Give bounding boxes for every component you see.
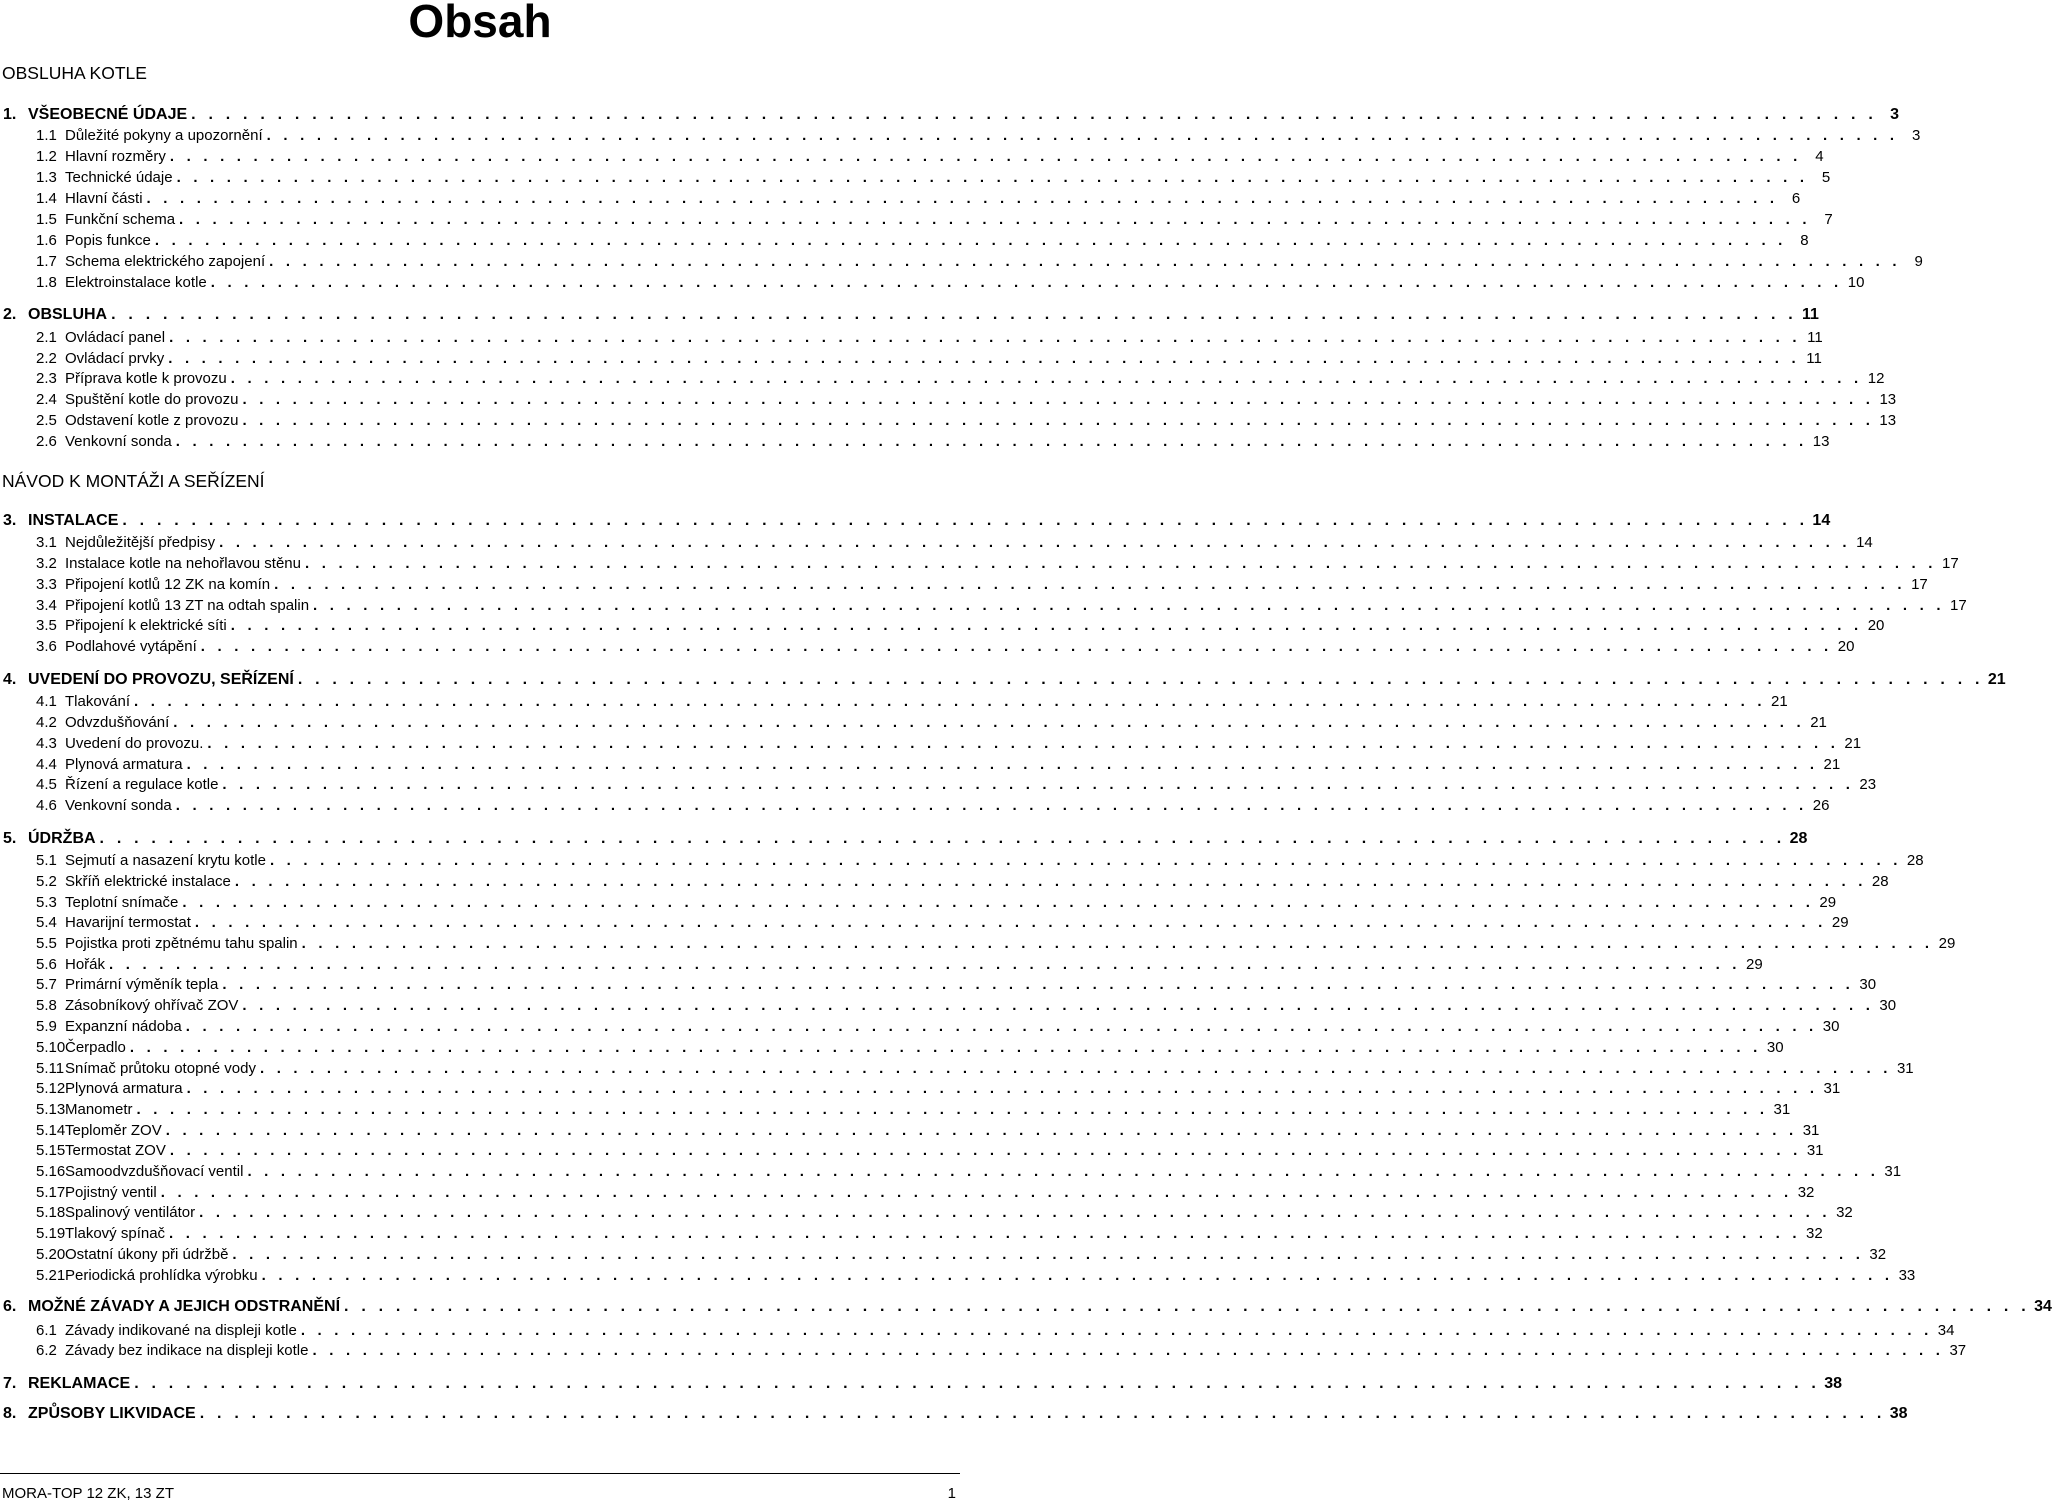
footer-divider xyxy=(0,1473,960,1474)
toc-leader-dots: . . . . . . . . . . . . . . . . . . . . . . . . . . . . . . . . . . . . . . . . . . . . . . . . . . . . . . . . . . . . . . . . . . . . . . . . . . . . . . . . . . . . . . . . . . . . . . . . . . xyxy=(194,914,1827,931)
toc-page-number: 3 xyxy=(1890,106,1899,123)
toc-section[interactable] xyxy=(0,1341,1967,1361)
toc-leader-dots: . . . . . . . . . . . . . . . . . . . . . . . . . . . . . . . . . . . . . . . . . . . . . . . . . . . . . . . . . . . . . . . . . . . . . . . . . . . . . . . . . . . . . . . . . . . . . . . . . . xyxy=(175,433,1808,450)
toc-section[interactable] xyxy=(0,1224,1823,1244)
toc-page-number: 28 xyxy=(1906,852,1924,869)
toc-leader-dots: . . . . . . . . . . . . . . . . . . . . . . . . . . . . . . . . . . . . . . . . . . . . . . . . . . . . . . . . . . . . . . . . . . . . . . . . . . . . . . . . . . . . . . . . . . . . . . . . . . xyxy=(160,1184,1793,1201)
toc-leader-dots: . . . . . . . . . . . . . . . . . . . . . . . . . . . . . . . . . . . . . . . . . . . . . . . . . . . . . . . . . . . . . . . . . . . . . . . . . . . . . . . . . . . . . . . . . . . . . . . . . . xyxy=(247,1163,1880,1180)
toc-leader-dots: . . . . . . . . . . . . . . . . . . . . . . . . . . . . . . . . . . . . . . . . . . . . . . . . . . . . . . . . . . . . . . . . . . . . . . . . . . . . . . . . . . . . . . . . . . . . . . . . . . xyxy=(176,169,1809,186)
toc-number: 7. xyxy=(3,1375,17,1392)
toc-chapter[interactable] xyxy=(0,104,1899,126)
toc-section[interactable] xyxy=(0,796,1830,816)
toc-label: MOŽNÉ ZÁVADY A JEJICH ODSTRANĚNÍ xyxy=(28,1298,341,1315)
toc-label: Havarijní termostat xyxy=(65,914,191,931)
toc-label: Tlakování xyxy=(65,693,131,710)
toc-label: Skříň elektrické instalace xyxy=(65,873,231,890)
toc-section[interactable] xyxy=(0,955,1763,975)
toc-label: Čerpadlo xyxy=(65,1039,126,1056)
toc-page-number: 31 xyxy=(1823,1080,1841,1097)
toc-section[interactable] xyxy=(0,893,1837,913)
toc-label: Připojení k elektrické síti xyxy=(65,617,227,634)
toc-number: 2.5 xyxy=(36,412,57,429)
toc-number: 1.2 xyxy=(36,148,57,165)
toc-number: 1.6 xyxy=(36,232,57,249)
toc-label: Závady indikované na displeji kotle xyxy=(65,1322,297,1339)
toc-leader-dots: . . . . . . . . . . . . . . . . . . . . . . . . . . . . . . . . . . . . . . . . . . . . . . . . . . . . . . . . . . . . . . . . . . . . . . . . . . . . . . . . . . . . . . . . . . . . . . . . . . xyxy=(200,638,1833,655)
toc-label: Elektroinstalace kotle xyxy=(65,274,207,291)
toc-leader-dots: . . . . . . . . . . . . . . . . . . . . . . . . . . . . . . . . . . . . . . . . . . . . . . . . . . . . . . . . . . . . . . . . . . . . . . . . . . . . . . . . . . . . . . . . . . . . . . . . . . xyxy=(312,1342,1945,1359)
toc-page-number: 20 xyxy=(1837,638,1855,655)
toc-page-number: 29 xyxy=(1938,935,1956,952)
toc-page-number: 3 xyxy=(1911,127,1921,144)
toc-section[interactable] xyxy=(0,1121,1820,1141)
toc-leader-dots: . . . . . . . . . . . . . . . . . . . . . . . . . . . . . . . . . . . . . . . . . . . . . . . . . . . . . . . . . . . . . . . . . . . . . . . . . . . . . . . . . . . . . . . . . . . . . . . . . . xyxy=(186,756,1819,773)
toc-number: 5.19 xyxy=(36,1225,66,1242)
toc-number: 4.2 xyxy=(36,714,57,731)
toc-number: 5.5 xyxy=(36,935,57,952)
toc-page-number: 17 xyxy=(1911,576,1928,593)
toc-page-number: 28 xyxy=(1871,873,1889,890)
toc-label: Manometr xyxy=(65,1101,133,1118)
toc-chapter[interactable] xyxy=(0,1296,2052,1318)
toc-label: Expanzní nádoba xyxy=(65,1018,182,1035)
toc-number: 5.15 xyxy=(36,1142,66,1159)
toc-label: Popis funkce xyxy=(65,232,151,249)
toc-label: Zásobníkový ohřívač ZOV xyxy=(65,997,239,1014)
toc-number: 2.4 xyxy=(36,391,57,408)
toc-section[interactable] xyxy=(0,1059,1914,1079)
toc-page-number: 26 xyxy=(1812,797,1830,814)
toc-page-number: 9 xyxy=(1914,253,1923,270)
toc-leader-dots: . . . . . . . . . . . . . . . . . . . . . . . . . . . . . . . . . . . . . . . . . . . . . . . . . . . . . . . . . . . . . . . . . . . . . . . . . . . . . . . . . . . . . . . . . . . . . . . . . . xyxy=(344,1298,2030,1315)
toc-leader-dots: . . . . . . . . . . . . . . . . . . . . . . . . . . . . . . . . . . . . . . . . . . . . . . . . . . . . . . . . . . . . . . . . . . . . . . . . . . . . . . . . . . . . . . . . . . . . . . . . . . xyxy=(219,534,1851,551)
toc-leader-dots: . . . . . . . . . . . . . . . . . . . . . . . . . . . . . . . . . . . . . . . . . . . . . . . . . . . . . . . . . . . . . . . . . . . . . . . . . . . . . . . . . . . . . . . . . . . . . . . . . . xyxy=(182,894,1815,911)
toc-number: 5.17 xyxy=(36,1184,66,1201)
toc-page-number: 13 xyxy=(1879,391,1897,408)
toc-leader-dots: . . . . . . . . . . . . . . . . . . . . . . . . . . . . . . . . . . . . . . . . . . . . . . . . . . . . . . . . . . . . . . . . . . . . . . . . . . . . . . . . . . . . . . . . . . . . . . . . . . xyxy=(111,306,1797,323)
toc-number: 2.6 xyxy=(36,433,57,450)
toc-section[interactable] xyxy=(0,1141,1824,1161)
toc-leader-dots: . . . . . . . . . . . . . . . . . . . . . . . . . . . . . . . . . . . . . . . . . . . . . . . . . . . . . . . . . . . . . . . . . . . . . . . . . . . . . . . . . . . . . . . . . . . . . . . . . . xyxy=(199,1405,1886,1422)
toc-number: 4.1 xyxy=(36,693,57,710)
toc-section[interactable] xyxy=(0,210,1833,230)
toc-leader-dots: . . . . . . . . . . . . . . . . . . . . . . . . . . . . . . . . . . . . . . . . . . . . . . . . . . . . . . . . . . . . . . . . . . . . . . . . . . . . . . . . . . . . . . . . . . . . . . . . . . xyxy=(186,1080,1819,1097)
toc-leader-dots: . . . . . . . . . . . . . . . . . . . . . . . . . . . . . . . . . . . . . . . . . . . . . . . . . . . . . . . . . . . . . . . . . . . . . . . . . . . . . . . . . . . . . . . . . . . . . . . . . . xyxy=(300,1322,1933,1339)
toc-label: Ovládací panel xyxy=(65,329,166,346)
toc-page-number: 30 xyxy=(1766,1039,1784,1056)
toc-label: Hořák xyxy=(65,956,106,973)
toc-label: Snímač průtoku otopné vody xyxy=(65,1060,256,1077)
toc-number: 1.4 xyxy=(36,190,57,207)
toc-page-number: 38 xyxy=(1889,1405,1908,1422)
toc-section[interactable] xyxy=(0,231,1809,251)
toc-number: 4.3 xyxy=(36,735,57,752)
toc-page-number: 21 xyxy=(1810,714,1827,731)
toc-label: Hlavní části xyxy=(65,190,143,207)
toc-page-number: 17 xyxy=(1950,597,1967,614)
toc-leader-dots: . . . . . . . . . . . . . . . . . . . . . . . . . . . . . . . . . . . . . . . . . . . . . . . . . . . . . . . . . . . . . . . . . . . . . . . . . . . . . . . . . . . . . . . . . . . . . . . . . . xyxy=(274,576,1906,593)
toc-leader-dots: . . . . . . . . . . . . . . . . . . . . . . . . . . . . . . . . . . . . . . . . . . . . . . . . . . . . . . . . . . . . . . . . . . . . . . . . . . . . . . . . . . . . . . . . . . . . . . . . . . xyxy=(185,1018,1818,1035)
toc-chapter[interactable] xyxy=(0,1403,1908,1425)
toc-leader-dots: . . . . . . . . . . . . . . . . . . . . . . . . . . . . . . . . . . . . . . . . . . . . . . . . . . . . . . . . . . . . . . . . . . . . . . . . . . . . . . . . . . . . . . . . . . . . . . . . . . xyxy=(169,329,1801,346)
toc-leader-dots: . . . . . . . . . . . . . . . . . . . . . . . . . . . . . . . . . . . . . . . . . . . . . . . . . . . . . . . . . . . . . . . . . . . . . . . . . . . . . . . . . . . . . . . . . . . . . . . . . . xyxy=(191,106,1877,123)
toc-number: 5.16 xyxy=(36,1163,66,1180)
toc-section[interactable] xyxy=(0,975,1877,995)
toc-page-number: 30 xyxy=(1879,997,1897,1014)
footer-model: MORA-TOP 12 ZK, 13 ZT xyxy=(2,1485,174,1502)
toc-leader-dots: . . . . . . . . . . . . . . . . . . . . . . . . . . . . . . . . . . . . . . . . . . . . . . . . . . . . . . . . . . . . . . . . . . . . . . . . . . . . . . . . . . . . . . . . . . . . . . . . . . xyxy=(269,253,1901,270)
toc-page-number: 13 xyxy=(1812,433,1830,450)
toc-page-number: 32 xyxy=(1836,1204,1853,1221)
toc-label: Instalace kotle na nehořlavou stěnu xyxy=(65,555,301,572)
toc-section[interactable] xyxy=(0,775,1877,795)
toc-leader-dots: . . . . . . . . . . . . . . . . . . . . . . . . . . . . . . . . . . . . . . . . . . . . . . . . . . . . . . . . . . . . . . . . . . . . . . . . . . . . . . . . . . . . . . . . . . . . . . . . . . xyxy=(230,617,1863,634)
toc-page-number: 31 xyxy=(1896,1060,1914,1077)
toc-page-number: 29 xyxy=(1819,894,1837,911)
toc-section[interactable] xyxy=(0,1203,1853,1223)
toc-leader-dots: . . . . . . . . . . . . . . . . . . . . . . . . . . . . . . . . . . . . . . . . . . . . . . . . . . . . . . . . . . . . . . . . . . . . . . . . . . . . . . . . . . . . . . . . . . . . . . . . . . xyxy=(154,232,1787,249)
toc-page-number: 21 xyxy=(1987,671,2006,688)
toc-page-number: 8 xyxy=(1800,232,1809,249)
toc-label: Hlavní rozměry xyxy=(65,148,166,165)
toc-section[interactable] xyxy=(0,1183,1815,1203)
toc-leader-dots: . . . . . . . . . . . . . . . . . . . . . . . . . . . . . . . . . . . . . . . . . . . . . . . . . . . . . . . . . . . . . . . . . . . . . . . . . . . . . . . . . . . . . . . . . . . . . . . . . . xyxy=(169,1142,1802,1159)
toc-label: Příprava kotle k provozu xyxy=(65,370,227,387)
toc-page-number: 5 xyxy=(1821,169,1831,186)
toc-number: 6.1 xyxy=(36,1322,57,1339)
toc-label: UVEDENÍ DO PROVOZU, SEŘÍZENÍ xyxy=(28,671,294,688)
toc-number: 1.5 xyxy=(36,211,57,228)
toc-page-number: 33 xyxy=(1898,1267,1916,1284)
toc-number: 6. xyxy=(3,1298,17,1315)
toc-label: Připojení kotlů 13 ZT na odtah spalin xyxy=(65,597,310,614)
toc-section[interactable] xyxy=(0,328,1823,348)
toc-leader-dots: . . . . . . . . . . . . . . . . . . . . . . . . . . . . . . . . . . . . . . . . . . . . . . . . . . . . . . . . . . . . . . . . . . . . . . . . . . . . . . . . . . . . . . . . . . . . . . . . . . xyxy=(136,1101,1769,1118)
toc-section[interactable] xyxy=(0,349,1822,369)
toc-label: ÚDRŽBA xyxy=(28,830,96,847)
toc-leader-dots: . . . . . . . . . . . . . . . . . . . . . . . . . . . . . . . . . . . . . . . . . . . . . . . . . . . . . . . . . . . . . . . . . . . . . . . . . . . . . . . . . . . . . . . . . . . . . . . . . . xyxy=(305,555,1937,572)
toc-leader-dots: . . . . . . . . . . . . . . . . . . . . . . . . . . . . . . . . . . . . . . . . . . . . . . . . . . . . . . . . . . . . . . . . . . . . . . . . . . . . . . . . . . . . . . . . . . . . . . . . . . xyxy=(234,873,1867,890)
toc-leader-dots: . . . . . . . . . . . . . . . . . . . . . . . . . . . . . . . . . . . . . . . . . . . . . . . . . . . . . . . . . . . . . . . . . . . . . . . . . . . . . . . . . . . . . . . . . . . . . . . . . . xyxy=(179,211,1811,228)
toc-number: 2.1 xyxy=(36,329,57,346)
toc-page-number: 37 xyxy=(1949,1342,1967,1359)
toc-number: 8. xyxy=(3,1405,17,1422)
toc-label: Periodická prohlídka výrobku xyxy=(65,1267,258,1284)
toc-label: Schema elektrického zapojení xyxy=(65,253,266,270)
toc-label: Spalinový ventilátor xyxy=(65,1204,196,1221)
toc-page-number: 32 xyxy=(1806,1225,1823,1242)
toc-section[interactable] xyxy=(0,692,1788,712)
toc-page-number: 21 xyxy=(1844,735,1862,752)
toc-page-number: 23 xyxy=(1859,776,1877,793)
toc-page-number: 10 xyxy=(1847,274,1865,291)
toc-page-number: 30 xyxy=(1859,976,1877,993)
footer-page-number: 1 xyxy=(947,1485,956,1502)
toc-chapter[interactable] xyxy=(0,510,1831,532)
toc-page-number: 12 xyxy=(1867,370,1885,387)
toc-page-number: 31 xyxy=(1806,1142,1824,1159)
toc-number: 5.6 xyxy=(36,956,57,973)
toc-number: 1.3 xyxy=(36,169,57,186)
toc-page-number: 17 xyxy=(1941,555,1959,572)
toc-leader-dots: . . . . . . . . . . . . . . . . . . . . . . . . . . . . . . . . . . . . . . . . . . . . . . . . . . . . . . . . . . . . . . . . . . . . . . . . . . . . . . . . . . . . . . . . . . . . . . . . . . xyxy=(230,370,1863,387)
part-heading: NÁVOD K MONTÁŽI A SEŘÍZENÍ xyxy=(2,471,265,491)
toc-page-number: 6 xyxy=(1791,190,1801,207)
toc-number: 2.2 xyxy=(36,350,57,367)
toc-leader-dots: . . . . . . . . . . . . . . . . . . . . . . . . . . . . . . . . . . . . . . . . . . . . . . . . . . . . . . . . . . . . . . . . . . . . . . . . . . . . . . . . . . . . . . . . . . . . . . . . . . xyxy=(210,274,1843,291)
toc-page-number: 29 xyxy=(1746,956,1763,973)
toc-label: Teplotní snímače xyxy=(65,894,179,911)
toc-leader-dots: . . . . . . . . . . . . . . . . . . . . . . . . . . . . . . . . . . . . . . . . . . . . . . . . . . . . . . . . . . . . . . . . . . . . . . . . . . . . . . . . . . . . . . . . . . . . . . . . . . xyxy=(269,852,1902,869)
toc-label: Teploměr ZOV xyxy=(65,1122,162,1139)
toc-leader-dots: . . . . . . . . . . . . . . . . . . . . . . . . . . . . . . . . . . . . . . . . . . . . . . . . . . . . . . . . . . . . . . . . . . . . . . . . . . . . . . . . . . . . . . . . . . . . . . . . . . xyxy=(207,735,1840,752)
toc-section[interactable] xyxy=(0,1321,1955,1341)
toc-label: Odstavení kotle z provozu xyxy=(65,412,239,429)
toc-number: 2. xyxy=(3,306,17,323)
toc-number: 1. xyxy=(3,106,17,123)
toc-leader-dots: . . . . . . . . . . . . . . . . . . . . . . . . . . . . . . . . . . . . . . . . . . . . . . . . . . . . . . . . . . . . . . . . . . . . . . . . . . . . . . . . . . . . . . . . . . . . . . . . . . xyxy=(134,693,1766,710)
toc-chapter[interactable] xyxy=(0,669,2006,691)
toc-label: Nejdůležitější předpisy xyxy=(65,534,216,551)
toc-page-number: 31 xyxy=(1802,1122,1820,1139)
toc-leader-dots: . . . . . . . . . . . . . . . . . . . . . . . . . . . . . . . . . . . . . . . . . . . . . . . . . . . . . . . . . . . . . . . . . . . . . . . . . . . . . . . . . . . . . . . . . . . . . . . . . . xyxy=(173,714,1805,731)
toc-number: 5.4 xyxy=(36,914,57,931)
toc-label: INSTALACE xyxy=(28,512,119,529)
toc-label: Řízení a regulace kotle xyxy=(65,776,219,793)
toc-page-number: 30 xyxy=(1822,1018,1840,1035)
toc-label: Sejmutí a nasazení krytu kotle xyxy=(65,852,266,869)
toc-label: Venkovní sonda xyxy=(65,797,172,814)
toc-leader-dots: . . . . . . . . . . . . . . . . . . . . . . . . . . . . . . . . . . . . . . . . . . . . . . . . . . . . . . . . . . . . . . . . . . . . . . . . . . . . . . . . . . . . . . . . . . . . . . . . . . xyxy=(242,997,1875,1014)
toc-page-number: 14 xyxy=(1812,512,1831,529)
toc-leader-dots: . . . . . . . . . . . . . . . . . . . . . . . . . . . . . . . . . . . . . . . . . . . . . . . . . . . . . . . . . . . . . . . . . . . . . . . . . . . . . . . . . . . . . . . . . . . . . . . . . . xyxy=(301,935,1934,952)
toc-page-number: 29 xyxy=(1831,914,1849,931)
toc-page-number: 7 xyxy=(1824,211,1833,228)
toc-page-number: 32 xyxy=(1797,1184,1815,1201)
toc-page-number: 4 xyxy=(1815,148,1824,165)
toc-number: 5.9 xyxy=(36,1018,57,1035)
toc-page-number: 28 xyxy=(1789,830,1808,847)
toc-section[interactable] xyxy=(0,1162,1902,1182)
toc-page-number: 20 xyxy=(1867,617,1885,634)
toc-leader-dots: . . . . . . . . . . . . . . . . . . . . . . . . . . . . . . . . . . . . . . . . . . . . . . . . . . . . . . . . . . . . . . . . . . . . . . . . . . . . . . . . . . . . . . . . . . . . . . . . . . xyxy=(261,1267,1894,1284)
toc-number: 5.18 xyxy=(36,1204,66,1221)
toc-section[interactable] xyxy=(0,616,1885,636)
toc-label: Plynová armatura xyxy=(65,1080,183,1097)
toc-leader-dots: . . . . . . . . . . . . . . . . . . . . . . . . . . . . . . . . . . . . . . . . . . . . . . . . . . . . . . . . . . . . . . . . . . . . . . . . . . . . . . . . . . . . . . . . . . . . . . . . . . xyxy=(122,512,1809,529)
toc-label: Samoodvzdušňovací ventil xyxy=(65,1163,244,1180)
toc-page-number: 11 xyxy=(1806,350,1822,367)
toc-number: 3.1 xyxy=(36,534,57,551)
toc-section[interactable] xyxy=(0,273,1865,293)
toc-label: Připojení kotlů 12 ZK na komín xyxy=(65,576,271,593)
toc-number: 5.13 xyxy=(36,1101,66,1118)
toc-leader-dots: . . . . . . . . . . . . . . . . . . . . . . . . . . . . . . . . . . . . . . . . . . . . . . . . . . . . . . . . . . . . . . . . . . . . . . . . . . . . . . . . . . . . . . . . . . . . . . . . . . xyxy=(259,1060,1892,1077)
toc-number: 5.21 xyxy=(36,1267,66,1284)
toc-number: 5.3 xyxy=(36,894,57,911)
toc-page-number: 34 xyxy=(1937,1322,1955,1339)
toc-section[interactable] xyxy=(0,575,1928,595)
toc-section[interactable] xyxy=(0,411,1897,431)
toc-label: Technické údaje xyxy=(65,169,173,186)
toc-section[interactable] xyxy=(0,596,1967,616)
toc-page-number: 34 xyxy=(2034,1298,2052,1315)
toc-number: 2.3 xyxy=(36,370,57,387)
part-heading: OBSLUHA KOTLE xyxy=(2,63,147,83)
toc-number: 1.1 xyxy=(36,127,57,144)
toc-number: 5.20 xyxy=(36,1246,66,1263)
toc-leader-dots: . . . . . . . . . . . . . . . . . . . . . . . . . . . . . . . . . . . . . . . . . . . . . . . . . . . . . . . . . . . . . . . . . . . . . . . . . . . . . . . . . . . . . . . . . . . . . . . . . . xyxy=(169,1225,1801,1242)
toc-leader-dots: . . . . . . . . . . . . . . . . . . . . . . . . . . . . . . . . . . . . . . . . . . . . . . . . . . . . . . . . . . . . . . . . . . . . . . . . . . . . . . . . . . . . . . . . . . . . . . . . . . xyxy=(266,127,1899,144)
toc-number: 3.5 xyxy=(36,617,57,634)
toc-page-number: 21 xyxy=(1771,693,1788,710)
toc-section[interactable] xyxy=(0,1038,1784,1058)
toc-label: Odvzdušňování xyxy=(65,714,170,731)
toc-label: Primární výměník tepla xyxy=(65,976,219,993)
toc-section[interactable] xyxy=(0,147,1824,167)
toc-label: Ostatní úkony při údržbě xyxy=(65,1246,229,1263)
toc-label: Venkovní sonda xyxy=(65,433,172,450)
toc-label: Pojistný ventil xyxy=(65,1184,157,1201)
toc-label: Spuštění kotle do provozu xyxy=(65,391,239,408)
toc-label: Tlakový spínač xyxy=(65,1225,166,1242)
toc-leader-dots: . . . . . . . . . . . . . . . . . . . . . . . . . . . . . . . . . . . . . . . . . . . . . . . . . . . . . . . . . . . . . . . . . . . . . . . . . . . . . . . . . . . . . . . . . . . . . . . . . . xyxy=(222,776,1855,793)
toc-section[interactable] xyxy=(0,1266,1916,1286)
toc-number: 5.11 xyxy=(36,1060,65,1077)
toc-page-number: 31 xyxy=(1773,1101,1791,1118)
toc-number: 3.4 xyxy=(36,597,57,614)
toc-number: 3.2 xyxy=(36,555,57,572)
toc-section[interactable] xyxy=(0,1100,1791,1120)
toc-label: REKLAMACE xyxy=(28,1375,131,1392)
toc-section[interactable] xyxy=(0,913,1849,933)
toc-page-number: 31 xyxy=(1884,1163,1902,1180)
toc-leader-dots: . . . . . . . . . . . . . . . . . . . . . . . . . . . . . . . . . . . . . . . . . . . . . . . . . . . . . . . . . . . . . . . . . . . . . . . . . . . . . . . . . . . . . . . . . . . . . . . . . . xyxy=(165,1122,1798,1139)
toc-chapter[interactable] xyxy=(0,828,1808,850)
toc-number: 5.14 xyxy=(36,1122,66,1139)
toc-number: 5.2 xyxy=(36,873,57,890)
toc-page-number: 32 xyxy=(1869,1246,1887,1263)
toc-label: Ovládací prvky xyxy=(65,350,165,367)
toc-number: 4. xyxy=(3,671,17,688)
toc-leader-dots: . . . . . . . . . . . . . . . . . . . . . . . . . . . . . . . . . . . . . . . . . . . . . . . . . . . . . . . . . . . . . . . . . . . . . . . . . . . . . . . . . . . . . . . . . . . . . . . . . . xyxy=(199,1204,1831,1221)
toc-label: OBSLUHA xyxy=(28,306,108,323)
toc-number: 3.6 xyxy=(36,638,57,655)
toc-section[interactable] xyxy=(0,1079,1841,1099)
toc-leader-dots: . . . . . . . . . . . . . . . . . . . . . . . . . . . . . . . . . . . . . . . . . . . . . . . . . . . . . . . . . . . . . . . . . . . . . . . . . . . . . . . . . . . . . . . . . . . . . . . . . . xyxy=(297,671,1984,688)
toc-number: 1.8 xyxy=(36,274,57,291)
toc-label: Pojistka proti zpětnému tahu spalin xyxy=(65,935,298,952)
toc-chapter[interactable] xyxy=(0,304,1819,326)
toc-leader-dots: . . . . . . . . . . . . . . . . . . . . . . . . . . . . . . . . . . . . . . . . . . . . . . . . . . . . . . . . . . . . . . . . . . . . . . . . . . . . . . . . . . . . . . . . . . . . . . . . . . xyxy=(109,956,1741,973)
toc-label: Uvedení do provozu. xyxy=(65,735,204,752)
toc-label: Závady bez indikace na displeji kotle xyxy=(65,1342,309,1359)
toc-section[interactable] xyxy=(0,533,1873,553)
page-title: Obsah xyxy=(408,0,552,47)
toc-section[interactable] xyxy=(0,390,1897,410)
toc-leader-dots: . . . . . . . . . . . . . . . . . . . . . . . . . . . . . . . . . . . . . . . . . . . . . . . . . . . . . . . . . . . . . . . . . . . . . . . . . . . . . . . . . . . . . . . . . . . . . . . . . . xyxy=(169,148,1802,165)
toc-number: 1.7 xyxy=(36,253,57,270)
toc-label: ZPŮSOBY LIKVIDACE xyxy=(28,1405,196,1422)
toc-section[interactable] xyxy=(0,252,1923,272)
toc-leader-dots: . . . . . . . . . . . . . . . . . . . . . . . . . . . . . . . . . . . . . . . . . . . . . . . . . . . . . . . . . . . . . . . . . . . . . . . . . . . . . . . . . . . . . . . . . . . . . . . . . . xyxy=(313,597,1945,614)
toc-section[interactable] xyxy=(0,554,1959,574)
toc-number: 5. xyxy=(3,830,17,847)
toc-number: 5.1 xyxy=(36,852,57,869)
toc-number: 5.10 xyxy=(36,1039,66,1056)
toc-leader-dots: . . . . . . . . . . . . . . . . . . . . . . . . . . . . . . . . . . . . . . . . . . . . . . . . . . . . . . . . . . . . . . . . . . . . . . . . . . . . . . . . . . . . . . . . . . . . . . . . . . xyxy=(175,797,1808,814)
toc-page-number: 38 xyxy=(1824,1375,1843,1392)
toc-leader-dots: . . . . . . . . . . . . . . . . . . . . . . . . . . . . . . . . . . . . . . . . . . . . . . . . . . . . . . . . . . . . . . . . . . . . . . . . . . . . . . . . . . . . . . . . . . . . . . . . . . xyxy=(232,1246,1865,1263)
toc-page-number: 14 xyxy=(1856,534,1873,551)
toc-leader-dots: . . . . . . . . . . . . . . . . . . . . . . . . . . . . . . . . . . . . . . . . . . . . . . . . . . . . . . . . . . . . . . . . . . . . . . . . . . . . . . . . . . . . . . . . . . . . . . . . . . xyxy=(222,976,1855,993)
toc-section[interactable] xyxy=(0,432,1830,452)
toc-leader-dots: . . . . . . . . . . . . . . . . . . . . . . . . . . . . . . . . . . . . . . . . . . . . . . . . . . . . . . . . . . . . . . . . . . . . . . . . . . . . . . . . . . . . . . . . . . . . . . . . . . xyxy=(134,1375,1821,1392)
toc-chapter[interactable] xyxy=(0,1373,1843,1395)
toc-section[interactable] xyxy=(0,713,1827,733)
toc-leader-dots: . . . . . . . . . . . . . . . . . . . . . . . . . . . . . . . . . . . . . . . . . . . . . . . . . . . . . . . . . . . . . . . . . . . . . . . . . . . . . . . . . . . . . . . . . . . . . . . . . . xyxy=(129,1039,1762,1056)
toc-leader-dots: . . . . . . . . . . . . . . . . . . . . . . . . . . . . . . . . . . . . . . . . . . . . . . . . . . . . . . . . . . . . . . . . . . . . . . . . . . . . . . . . . . . . . . . . . . . . . . . . . . xyxy=(168,350,1800,367)
toc-section[interactable] xyxy=(0,755,1841,775)
toc-section[interactable] xyxy=(0,369,1885,389)
toc-section[interactable] xyxy=(0,851,1924,871)
toc-page-number: 11 xyxy=(1802,306,1819,323)
toc-section[interactable] xyxy=(0,1017,1840,1037)
toc-number: 4.4 xyxy=(36,756,57,773)
toc-label: Důležité pokyny a upozornění xyxy=(65,127,263,144)
toc-section[interactable] xyxy=(0,189,1801,209)
toc-section[interactable] xyxy=(0,734,1862,754)
toc-label: Plynová armatura xyxy=(65,756,183,773)
toc-number: 4.5 xyxy=(36,776,57,793)
toc-number: 5.12 xyxy=(36,1080,66,1097)
toc-leader-dots: . . . . . . . . . . . . . . . . . . . . . . . . . . . . . . . . . . . . . . . . . . . . . . . . . . . . . . . . . . . . . . . . . . . . . . . . . . . . . . . . . . . . . . . . . . . . . . . . . . xyxy=(242,391,1875,408)
toc-page-number: 21 xyxy=(1823,756,1841,773)
toc-label: Funkční schema xyxy=(65,211,176,228)
toc-number: 6.2 xyxy=(36,1342,57,1359)
toc-section[interactable] xyxy=(0,996,1897,1016)
toc-section[interactable] xyxy=(0,934,1956,954)
toc-leader-dots: . . . . . . . . . . . . . . . . . . . . . . . . . . . . . . . . . . . . . . . . . . . . . . . . . . . . . . . . . . . . . . . . . . . . . . . . . . . . . . . . . . . . . . . . . . . . . . . . . . xyxy=(99,830,1786,847)
toc-number: 3.3 xyxy=(36,576,57,593)
toc-number: 5.8 xyxy=(36,997,57,1014)
toc-leader-dots: . . . . . . . . . . . . . . . . . . . . . . . . . . . . . . . . . . . . . . . . . . . . . . . . . . . . . . . . . . . . . . . . . . . . . . . . . . . . . . . . . . . . . . . . . . . . . . . . . . xyxy=(146,190,1779,207)
toc-section[interactable] xyxy=(0,637,1855,657)
toc-number: 4.6 xyxy=(36,797,57,814)
toc-number: 3. xyxy=(3,512,17,529)
toc-number: 5.7 xyxy=(36,976,57,993)
toc-label: Termostat ZOV xyxy=(65,1142,166,1159)
toc-page-number: 13 xyxy=(1879,412,1897,429)
toc-page-number: 11 xyxy=(1807,329,1823,346)
toc-section[interactable] xyxy=(0,168,1831,188)
toc-section[interactable] xyxy=(0,126,1921,146)
toc-label: Podlahové vytápění xyxy=(65,638,197,655)
toc-section[interactable] xyxy=(0,1245,1887,1265)
toc-leader-dots: . . . . . . . . . . . . . . . . . . . . . . . . . . . . . . . . . . . . . . . . . . . . . . . . . . . . . . . . . . . . . . . . . . . . . . . . . . . . . . . . . . . . . . . . . . . . . . . . . . xyxy=(242,412,1875,429)
toc-section[interactable] xyxy=(0,872,1889,892)
toc-label: VŠEOBECNÉ ÚDAJE xyxy=(28,106,188,123)
